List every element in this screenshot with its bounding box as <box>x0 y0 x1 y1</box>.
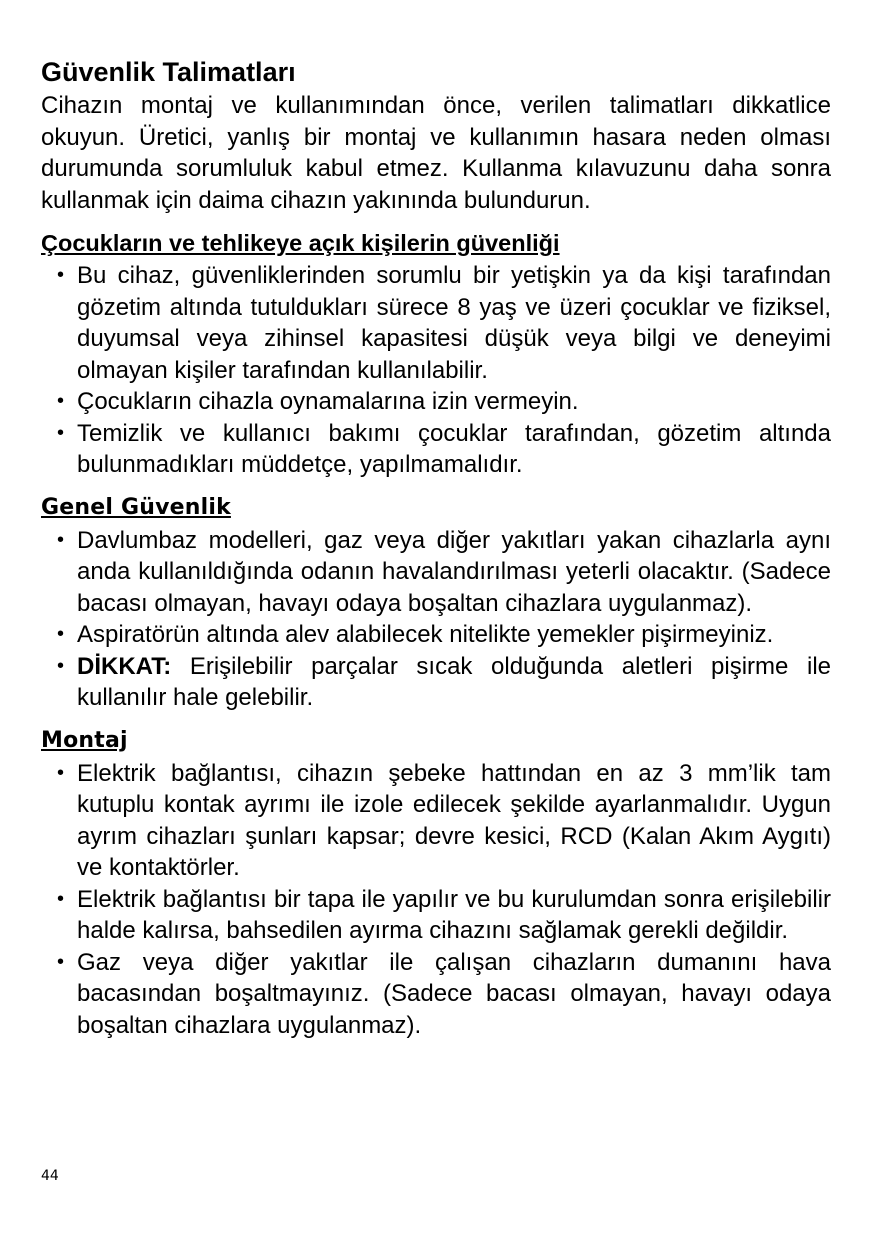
list-item <box>41 386 831 418</box>
list-item <box>41 260 831 386</box>
bullet-icon: • <box>57 654 65 677</box>
document-page <box>41 54 831 1041</box>
bullet-icon: • <box>57 887 65 910</box>
list-item-text: Çocukların cihazla oynamalarına izin vermeyin. <box>77 388 579 415</box>
installation-list <box>41 758 831 1042</box>
section-heading-general-safety: Genel Güvenlik <box>41 494 231 520</box>
child-safety-list <box>41 260 831 481</box>
list-item-text: Erişilebilir parçalar sıcak olduğunda aletleri pişirme ile kullanılır hale gelebilir. <box>77 652 832 711</box>
list-item <box>41 619 831 651</box>
list-item-text: Temizlik ve kullanıcı bakımı çocuklar tarafından, gözetim altında bulunmadıkları müddetçe, yapılmamalıdır. <box>77 419 831 478</box>
list-item <box>41 418 831 481</box>
section-heading-installation: Montaj <box>41 727 128 753</box>
list-item-text: Bu cihaz, güvenliklerinden sorumlu bir yetişkin ya da kişi tarafından gözetim altında tutuldukları sürece 8 yaş ve üzeri çocuklar ve fiziksel, duyumsal veya zihinsel kapasitesi düşük veya bilgi ve deneyimi olmayan kişiler tarafından kullanılabilir. <box>77 262 831 384</box>
list-item-text: Davlumbaz modelleri, gaz veya diğer yakıtları yakan cihazlarla aynı anda kullanıldığında odanın havalandırılması yeterli olacaktır. (Sadece bacası olmayan, havayı odaya boşaltan cihazlara uygulanmaz). <box>77 526 831 617</box>
bullet-icon: • <box>57 390 65 412</box>
bullet-icon: • <box>57 623 65 645</box>
list-item-text: Elektrik bağlantısı, cihazın şebeke hattından en az 3 mm’lik tam kutuplu kontak ayrımı ile izole edilecek şekilde ayarlanmalıdır. Uygun ayrım cihazları şunları kapsar; devre kesici, RCD (Kalan Akım Aygıtı) ve kontaktörler. <box>77 759 831 881</box>
bullet-icon: • <box>57 421 65 444</box>
list-item-text: Elektrik bağlantısı bir tapa ile yapılır ve bu kurulumdan sonra erişilebilir halde kalırsa, bahsedilen ayırma cihazını sağlamak gerekli değildir. <box>77 885 831 944</box>
general-safety-list <box>41 525 831 714</box>
bullet-icon: • <box>57 264 65 286</box>
bullet-icon: • <box>57 950 65 973</box>
list-item <box>41 884 831 947</box>
page-title: Güvenlik Talimatları <box>41 57 296 87</box>
list-item <box>41 651 831 714</box>
intro-paragraph: Cihazın montaj ve kullanımından önce, verilen talimatları dikkatlice okuyun. Üretici, yanlış bir montaj ve kullanımın hasara neden olması durumunda sorumluluk kabul etmez. Kullanma kılavuzunu daha sonra kullanmak için daima cihazın yakınında bulundurun. <box>41 92 831 214</box>
section-heading-child-safety: Çocukların ve tehlikeye açık kişilerin güvenliği <box>41 230 560 256</box>
bullet-icon: • <box>57 761 65 784</box>
list-item-text: Gaz veya diğer yakıtlar ile çalışan cihazların dumanını hava bacasından boşaltmayınız. (Sadece bacası olmayan, havayı odaya boşaltan cihazlara uygulanmaz). <box>77 948 831 1039</box>
list-item <box>41 525 831 620</box>
list-item <box>41 947 831 1042</box>
bullet-icon: • <box>57 528 65 551</box>
list-item <box>41 758 831 884</box>
warning-label: DİKKAT: <box>77 652 172 680</box>
page-number: 44 <box>41 1168 59 1184</box>
list-item-text: Aspiratörün altında alev alabilecek nitelikte yemekler pişirmeyiniz. <box>77 621 774 648</box>
